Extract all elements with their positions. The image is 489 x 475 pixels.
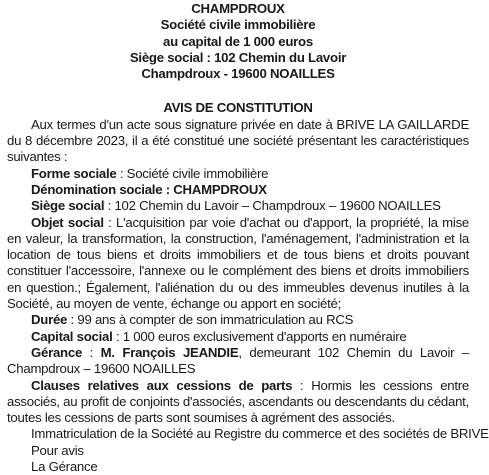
company-type: Société civile immobilière (160, 17, 316, 33)
company-address: Champdroux - 19600 NOAILLES (141, 66, 335, 82)
gerant-name: M. François JEANDIE (100, 344, 239, 360)
intro-paragraph: Aux termes d'un acte sous signature privée en date à BRIVE LA GAILLARDE du 8 décembre 2023, il a été constitué une société présentant les caractéristiques suivantes : (7, 116, 469, 165)
company-name: CHAMPDROUX (191, 1, 285, 16)
duree-value: : 99 ans à compter de son immatriculation au RCS (67, 312, 354, 328)
clauses-label: Clauses relatives aux cessions de parts (31, 377, 293, 393)
gerance-label: Gérance (31, 344, 83, 360)
gerance-value: , demeurant 102 Chemin du Lavoir – Champdroux – 19600 NOAILLES (7, 344, 470, 377)
duree-line (7, 312, 469, 328)
gerance-paragraph (7, 345, 469, 378)
notice-title: AVIS DE CONSTITUTION (163, 100, 313, 116)
notice-header (7, 1, 469, 82)
objet-social-paragraph (7, 215, 469, 313)
siege-social-label: Siège social (31, 198, 105, 214)
capital-social-label: Capital social (31, 328, 113, 344)
clauses-paragraph (7, 378, 469, 427)
capital-social-value: : 1 000 euros exclusivement d'apports en numéraire (112, 328, 407, 344)
capital-social-line (7, 329, 469, 345)
denomination-label: Dénomination sociale : CHAMPDROUX (31, 181, 267, 197)
siege-social-value: : 102 Chemin du Lavoir – Champdroux – 19600 NOAILLES (104, 198, 441, 214)
objet-social-value: : L'acquisition par voie d'achat ou d'apport, la propriété, la mise en valeur, la transformation, la construction, l'aménagement, l'administration et la location de tous biens et droits immobiliers et de tous biens et droits pouvant constituer l'accessoire, l'annexe ou le complément des biens et droits immobiliers en question.; Également, l'aliénation du ou des immeubles devenus inutiles à la Société, au moyen de vente, échange ou apport en société; (7, 214, 469, 312)
company-registered-office: Siège social : 102 Chemin du Lavoir (129, 49, 347, 65)
clauses-value: : Hormis les cessions entre associés, au profit de conjoints d'associés, ascendants ou descendants du cédant, toutes les cessions de parts sont soumises à agrément des associés. (7, 377, 470, 426)
objet-social-label: Objet social (31, 214, 104, 230)
company-capital: au capital de 1 000 euros (163, 33, 313, 49)
immatriculation-line: Immatriculation de la Société au Registre du commerce et des sociétés de BRIVE (31, 426, 489, 442)
siege-social-line (7, 198, 469, 214)
signature-line: La Gérance (31, 459, 98, 475)
forme-sociale-line (7, 166, 469, 182)
forme-sociale-label: Forme sociale (31, 165, 117, 181)
gerance-colon: : (82, 344, 101, 360)
duree-label: Durée (31, 312, 68, 328)
denomination-line (7, 182, 469, 198)
pour-avis-line: Pour avis (31, 442, 84, 458)
forme-sociale-value: : Société civile immobilière (116, 165, 269, 181)
